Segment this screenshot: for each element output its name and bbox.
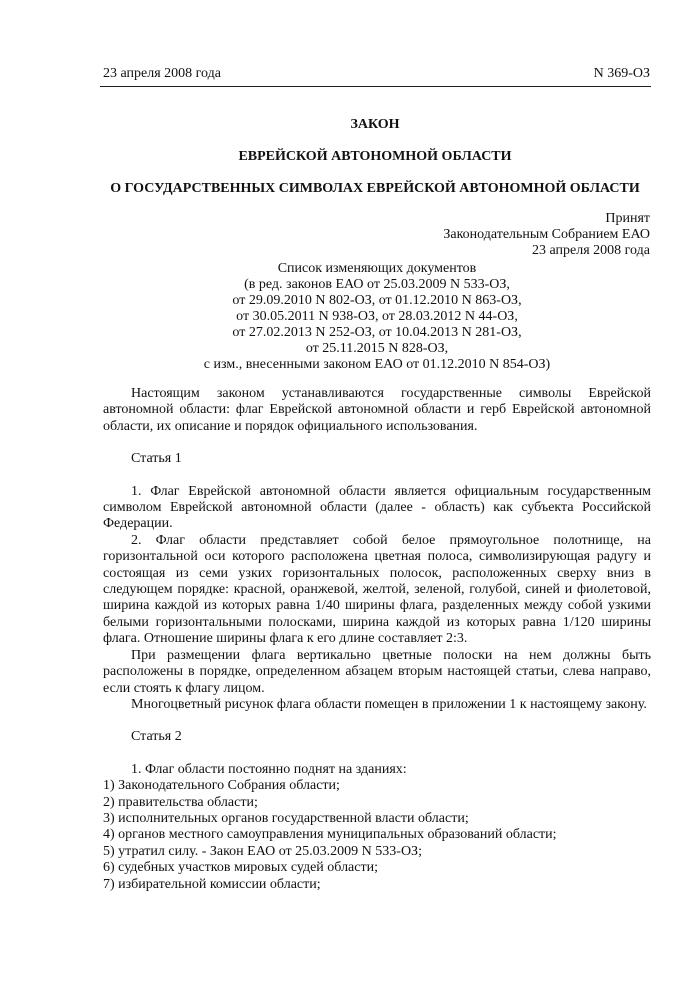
list-item: 4) органов местного самоуправления муниципальных образований области; xyxy=(103,827,557,843)
accepted-body: Законодательным Собранием ЕАО xyxy=(443,227,650,242)
accepted-date: 23 апреля 2008 года xyxy=(532,243,650,258)
list-item: 6) судебных участков мировых судей области; xyxy=(103,860,378,876)
amendment-line: (в ред. законов ЕАО от 25.03.2009 N 533-ОЗ, xyxy=(244,277,510,292)
list-item: 2) правительства области; xyxy=(103,794,258,810)
law-number: N 369-ОЗ xyxy=(593,66,650,81)
amendment-line: от 27.02.2013 N 252-ОЗ, от 10.04.2013 N 281-ОЗ, xyxy=(232,325,522,340)
header-divider xyxy=(100,86,651,87)
article-1-paragraph: Многоцветный рисунок флага области помещен в приложении 1 к настоящему закону. xyxy=(131,696,647,712)
accepted-line: Принят xyxy=(605,211,650,226)
title-subject: О ГОСУДАРСТВЕННЫХ СИМВОЛАХ ЕВРЕЙСКОЙ АВТОНОМНОЙ ОБЛАСТИ xyxy=(110,181,640,196)
list-item: 1) Законодательного Собрания области; xyxy=(103,778,340,794)
article-2-heading: Статья 2 xyxy=(131,729,182,745)
article-1-paragraph: При размещении флага вертикально цветные полоски на нем должны быть расположены в порядке, определенном абзацем вторым настоящей статьи, слева направо, если стоять к флагу лицом. xyxy=(103,647,651,696)
list-item: 3) исполнительных органов государственной власти области; xyxy=(103,810,469,826)
list-item: 7) избирательной комиссии области; xyxy=(103,876,321,892)
article-1-paragraph: 1. Флаг Еврейской автономной области является официальным государственным символом Еврейской автономной области (далее - область) как субъекта Российской Федерации. xyxy=(103,483,651,532)
title-region: ЕВРЕЙСКОЙ АВТОНОМНОЙ ОБЛАСТИ xyxy=(238,149,512,164)
article-2-paragraph: 1. Флаг области постоянно поднят на зданиях: xyxy=(131,761,407,777)
intro-paragraph: Настоящим законом устанавливаются государственные символы Еврейской автономной области: флаг Еврейской автономной области и герб Еврейской автономной области, их описание и порядок официального использования. xyxy=(103,386,651,434)
title-law: ЗАКОН xyxy=(350,117,400,132)
article-1-paragraph: 2. Флаг области представляет собой белое прямоугольное полотнище, на горизонтальной оси которого расположена цветная полоса, символизирующая радугу и состоящая из семи узких горизонтальных полосок, расположенных сверху вниз в следующем порядке: красной, оранжевой, желтой, зеленой, голубой, синей и фиолетовой, ширина каждой из которых равна 1/40 ширины флага, разделенных между собой узкими белыми горизонтальными полосками, ширина каждой из которых равна 1/120 ширины флага. Отношение ширины флага к его длине составляет 2:3. xyxy=(103,532,651,647)
amendment-line: от 25.11.2015 N 828-ОЗ, xyxy=(305,341,449,356)
amendment-line: от 30.05.2011 N 938-ОЗ, от 28.03.2012 N 44-ОЗ, xyxy=(236,309,518,324)
amendment-line: от 29.09.2010 N 802-ОЗ, от 01.12.2010 N 863-ОЗ, xyxy=(232,293,522,308)
amendments-list xyxy=(177,261,577,373)
list-item: 5) утратил силу. - Закон ЕАО от 25.03.2009 N 533-ОЗ; xyxy=(103,843,422,859)
article-1-heading: Статья 1 xyxy=(131,451,182,467)
amendments-title: Список изменяющих документов xyxy=(277,261,477,276)
law-date: 23 апреля 2008 года xyxy=(103,66,221,81)
amendment-line: с изм., внесенными законом ЕАО от 01.12.2010 N 854-ОЗ) xyxy=(203,357,551,372)
accepted-block xyxy=(443,211,650,259)
law-body xyxy=(103,386,651,893)
